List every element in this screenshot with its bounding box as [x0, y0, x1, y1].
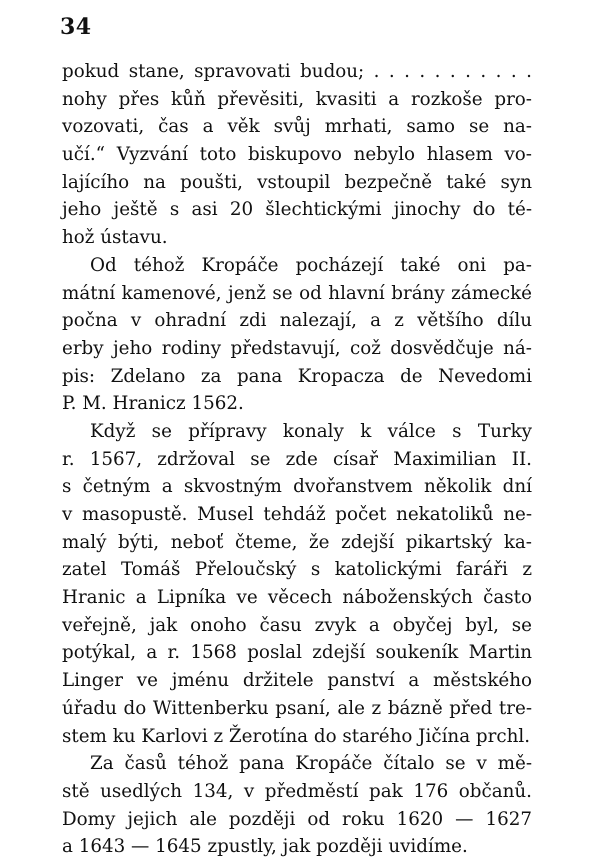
text-line: Od téhož Kropáče pocházejí také oni pa-: [90, 254, 532, 276]
text-line: zatel Tomáš Přeloučský s katolickými faráři z: [62, 559, 532, 581]
text-line: r. 1567, zdržoval se zde císař Maximilian II.: [62, 448, 532, 470]
text-line: s četným a skvostným dvořanstvem několik dní: [62, 476, 532, 498]
text-line: v masopustě. Musel tehdáž počet nekatoliků ne-: [62, 504, 532, 525]
text-line: malý býti, neboť čteme, že zdejší pikartský ka-: [62, 531, 532, 553]
text-line: učí.“ Vyzvání toto biskupovo nebylo hlasem vo-: [62, 144, 532, 166]
text-line: P. M. Hranicz 1562.: [62, 393, 244, 415]
text-line: a 1643 — 1645 zpustly, jak později uvidíme.: [62, 836, 468, 858]
text-line: stě usedlých 134, v předměstí pak 176 občanů.: [62, 780, 532, 802]
page-number: 34: [60, 14, 92, 40]
text-line: pokud stane, spravovati budou; . . . . . . . . . . .: [62, 61, 532, 82]
text-line: stem ku Karlovi z Žerotína do starého Jičína prchl.: [62, 725, 531, 747]
text-line: Když se přípravy konaly k válce s Turky: [90, 420, 532, 442]
text-line: nohy přes kůň převěsiti, kvasiti a rozkoše pro-: [62, 88, 532, 110]
body-text: [62, 58, 532, 861]
text-line: hož ústavu.: [62, 227, 168, 249]
text-line: mátní kamenové, jenž se od hlavní brány zámecké: [62, 282, 532, 304]
text-line: úřadu do Wittenberku psaní, ale z bázně před tre-: [62, 697, 532, 719]
text-line: pis: Zdelano za pana Kropacza de Nevedomi: [62, 365, 532, 387]
text-line: lajícího na poušti, vstoupil bezpečně také syn: [62, 171, 532, 193]
text-line: potýkal, a r. 1568 poslal zdejší soukeník Martin: [62, 642, 532, 664]
text-line: Linger ve jménu držitele panství a městského: [62, 670, 532, 692]
text-line: vozovati, čas a věk svůj mrhati, samo se na-: [62, 116, 532, 138]
text-line: počna v ohradní zdi nalezají, a z většího dílu: [62, 310, 532, 332]
text-line: veřejně, jak onoho času zvyk a obyčej byl, se: [62, 614, 532, 636]
text-line: Hranic a Lipníka ve věcech náboženských často: [62, 587, 532, 609]
text-line: Za časů téhož pana Kropáče čítalo se v mě-: [90, 753, 532, 775]
text-line: erby jeho rodiny představují, což dosvědčuje ná-: [62, 337, 532, 359]
text-line: Domy jejich ale později od roku 1620 — 1627: [62, 808, 532, 830]
text-line: jeho ještě s asi 20 šlechtickými jinochy do té-: [62, 199, 532, 221]
